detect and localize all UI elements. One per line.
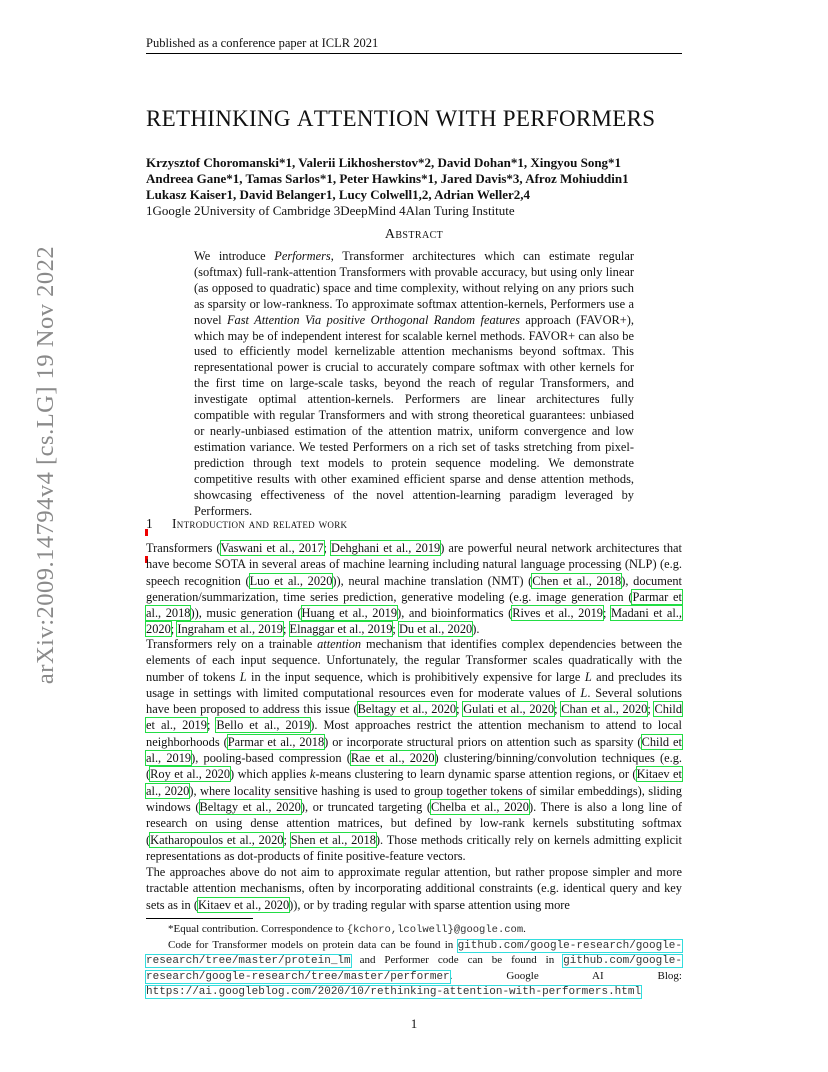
body-text: ;	[206, 718, 217, 733]
math-symbol: L	[584, 669, 592, 684]
abstract-emphasis: Performers	[274, 249, 331, 263]
author-line: Andreea Gane*1, Tamas Sarlos*1, Peter Hawkins*1, Jared Davis*3, Afroz Mohiuddin1	[146, 171, 629, 186]
math-symbol: L	[239, 669, 247, 684]
citation-link[interactable]: Child et al., 2019	[146, 702, 683, 733]
body-text: ;	[554, 702, 562, 717]
citation-link[interactable]: Luo et al., 2020	[249, 573, 333, 588]
emphasis: attention	[317, 637, 362, 651]
citation-link[interactable]: Beltagy et al., 2020	[357, 702, 457, 717]
author-line: Lukasz Kaiser1, David Belanger1, Lucy Colwell1,2, Adrian Weller2,4	[146, 187, 530, 202]
body-text: ), and bioinformatics (	[397, 606, 513, 621]
citation-link[interactable]: Dehghani et al., 2019	[331, 541, 441, 555]
body-paragraph	[146, 540, 682, 638]
body-paragraph	[146, 636, 682, 864]
citation-link[interactable]: Kitaev et al., 2020	[197, 897, 290, 912]
body-text: ) clustering/binning/convolution techniques (e.g. (	[146, 751, 682, 782]
footnote-code	[146, 938, 682, 1000]
body-text: ) are powerful neural network architectures that have become SOTA in several areas of machine learning including natural language processing (NLP) (e.g. speech recognition (	[146, 541, 682, 588]
affiliations: 1Google 2University of Cambridge 3DeepMind 4Alan Turing Institute	[146, 203, 515, 218]
citation-link[interactable]: Katharopoulos et al., 2020	[150, 832, 284, 847]
citation-link[interactable]: Parmar et al., 2018	[146, 589, 682, 621]
body-text: in the input sequence, which is prohibitively expensive for large	[246, 669, 585, 684]
body-text: ;	[283, 832, 291, 847]
citation-link[interactable]: Roy et al., 2020	[150, 767, 231, 782]
footnote-text: and Performer code can be found in	[350, 954, 564, 966]
body-text: and precludes its usage in settings with limited computational resources even for moderate values of	[146, 669, 682, 700]
footnotes	[146, 922, 682, 1000]
citation-link[interactable]: Huang et al., 2019	[301, 606, 398, 621]
citation-link[interactable]: Shen et al., 2018	[290, 832, 376, 847]
section-number: 1	[146, 516, 153, 531]
citation-link[interactable]: Child et al., 2019	[146, 734, 682, 766]
body-text: ;	[392, 622, 399, 637]
url-link[interactable]: https://ai.googleblog.com/2020/10/rethinking-attention-with-performers.html	[146, 986, 642, 998]
citation-link[interactable]: Parmar et al., 2018	[227, 734, 325, 749]
body-text: ), pooling-based compression (	[191, 751, 351, 766]
citation-link[interactable]: Chelba et al., 2020	[431, 799, 529, 814]
footnote-text: Code for Transformer models on protein data can be found in	[168, 938, 458, 951]
body-text: ). There is also a long line of research on using dense attention matrices, but defined by low-rank kernels substituting softmax (	[146, 799, 682, 847]
body-text: ), or truncated targeting (	[300, 799, 432, 814]
section-title: Introduction and related work	[172, 516, 348, 531]
body-text: ) which applies	[230, 767, 310, 782]
body-paragraph	[146, 864, 682, 913]
body-text: )), neural machine translation (NMT) (	[332, 573, 533, 588]
body-text: ;	[170, 622, 178, 637]
body-text: Transformers (	[146, 541, 221, 555]
citation-link[interactable]: Bello et al., 2019	[216, 718, 311, 733]
title-part: ETHINKING	[161, 106, 297, 131]
body-text: . Several solutions have been proposed to address this issue (	[146, 685, 682, 717]
title-part: ERFORMERS	[515, 106, 656, 131]
section-heading	[146, 516, 347, 532]
page-number: 1	[410, 1016, 418, 1031]
title-letter: P	[502, 106, 516, 131]
body-text: ;	[456, 702, 464, 717]
contact-email: {kchoro,lcolwell}@google.com	[346, 924, 524, 936]
body-text: ;	[323, 541, 332, 555]
body-text: ;	[282, 622, 290, 637]
footnote-text: *Equal contribution. Correspondence to	[168, 923, 347, 935]
url-link[interactable]: github.com/google-research/google-research/tree/master/protein_lm	[146, 939, 682, 967]
citation-link[interactable]: Madani et al., 2020	[146, 606, 682, 637]
citation-link[interactable]: Du et al., 2020	[398, 622, 473, 637]
footnote-rule	[146, 918, 253, 919]
running-header: Published as a conference paper at ICLR 2021	[146, 36, 379, 50]
body-text: ) or incorporate structural priors on attention such as sparsity (	[324, 734, 642, 749]
citation-link[interactable]: Beltagy et al., 2020	[199, 799, 301, 814]
url-link[interactable]: github.com/google-research/google-research/tree/master/performer	[146, 955, 682, 983]
body-text: The approaches above do not aim to approximate regular attention, but rather propose simpler and more tractable attention mechanisms, often by incorporating additional constraints (e.g. identical query and key sets as in (	[146, 865, 682, 912]
body-text: ). Most approaches restrict the attention mechanism to attend to local neighborhoods (	[146, 718, 683, 749]
abstract-text: We introduce	[194, 249, 275, 263]
citation-link[interactable]: Chan et al., 2020	[561, 702, 648, 717]
body-text: ), document generation/summarization, time series prediction, generative modeling (e.g. image generation (	[146, 573, 682, 604]
abstract-emphasis: Fast Attention Via positive Orthogonal Random features	[226, 312, 520, 327]
citation-link[interactable]: Ingraham et al., 2019	[177, 622, 283, 637]
author-line: Krzysztof Choromanski*1, Valerii Likhosherstov*2, David Dohan*1, Xingyou Song*1	[146, 155, 622, 170]
abstract-text: , Transformer architectures which can estimate regular (softmax) full-rank-attention Transformers with provable accuracy, but using only linear (as opposed to quadratic) space and time complexity, without relying on any priors such as sparsity or low-rankness. To approximate softmax attention-kernels, Performers use a novel	[194, 249, 634, 327]
body-text: ;	[647, 702, 655, 717]
title-letter: R	[146, 106, 162, 131]
citation-link[interactable]: Chen et al., 2018	[532, 573, 622, 588]
body-text: ;	[602, 606, 611, 621]
body-text: mechanism that identifies complex dependencies between the elements of each input sequence. Unfortunately, the regular Transformer scales quadratically with the number of tokens	[146, 637, 683, 684]
math-symbol: L	[580, 685, 588, 700]
body-text: ). Those methods critically rely on kernels admitting explicit representations as dot-products of finite positive-feature vectors.	[146, 832, 682, 863]
body-text: ).	[472, 622, 480, 637]
citation-link[interactable]: Vaswani et al., 2017	[220, 541, 324, 555]
citation-link[interactable]: Rives et al., 2019	[512, 606, 603, 621]
citation-link[interactable]: Kitaev et al., 2020	[146, 767, 682, 798]
math-symbol: k	[309, 767, 316, 782]
abstract-heading: Abstract	[384, 227, 444, 242]
abstract-body	[194, 249, 634, 519]
body-text: -means clustering to learn dynamic sparse attention regions, or (	[315, 767, 637, 782]
body-text: Transformers rely on a trainable	[146, 637, 318, 651]
body-text: ), where locality sensitive hashing is used to group together tokens of similar embeddings), sliding windows (	[146, 783, 682, 814]
paper-title	[146, 106, 682, 132]
abstract-text: approach (FAVOR+), which may be of independent interest for scalable kernel methods. FAVOR+ can also be used to efficiently model kernelizable attention mechanisms beyond softmax. This representational power is crucial to accurately compare softmax with other kernels for the first time on large-scale tasks, beyond the reach of regular Transformers, and investigate optimal attention-kernels. Performers are linear architectures fully compatible with regular Transformers and with strong theoretical guarantees: unbiased or nearly-unbiased estimation of the attention matrix, uniform convergence and low estimation variance. We tested Performers on a rich set of tasks stretching from pixel-prediction through text models to protein sequence modeling. We demonstrate competitive results with other examined efficient sparse and dense attention methods, showcasing effectiveness of the novel attention-learning paradigm leveraged by Performers.	[194, 312, 634, 518]
header-rule	[146, 53, 682, 54]
citation-link[interactable]: Gulati et al., 2020	[463, 702, 555, 717]
citation-link[interactable]: Rae et al., 2020	[350, 751, 435, 766]
title-letter: A	[296, 106, 314, 131]
arxiv-identifier: arXiv:2009.14794v4 [cs.LG] 19 Nov 2022	[32, 245, 59, 685]
citation-link[interactable]: Elnaggar et al., 2019	[289, 622, 393, 637]
footnote-text: .	[523, 923, 526, 935]
footnote-text: . Google AI Blog:	[449, 969, 682, 982]
body-text: )), music generation (	[190, 606, 302, 621]
body-text: )), or by trading regular with sparse attention using more	[289, 897, 570, 912]
footnote-equal-contribution	[146, 922, 682, 938]
title-part: TTENTION WITH	[313, 106, 503, 131]
